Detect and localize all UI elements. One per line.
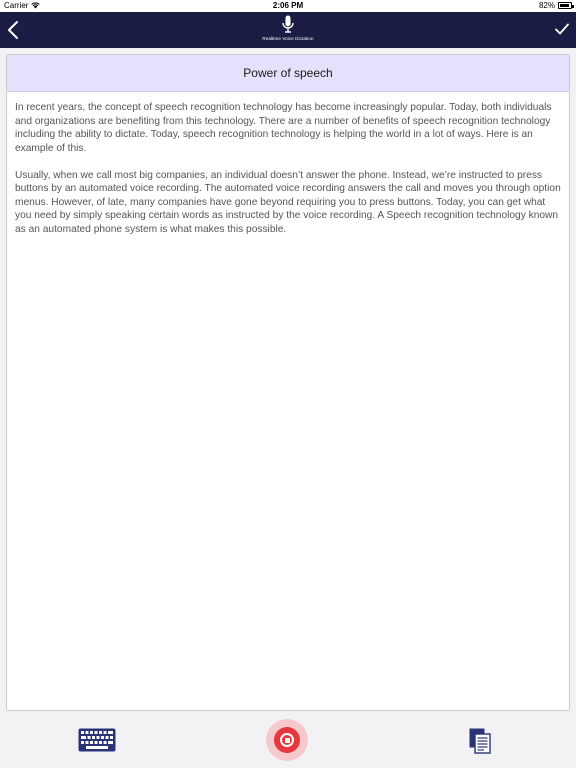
document-card [6,54,570,711]
battery-icon [558,2,572,9]
microphone-icon [281,15,295,35]
app-logo [0,15,576,41]
stop-record-icon [280,733,294,747]
stop-record-button[interactable] [266,719,308,761]
document-paragraph[interactable]: In recent years, the concept of speech recognition technology has become increasingly popular. Today, both individuals and organizations are benefiting from this technology. There are a number of benefits of speech recognition technology including the ability to dictate. Today, speech recognition technology is helping the world in a lot of ways. Here is an example of this. [15,102,552,154]
bottom-toolbar [0,712,576,768]
battery-status [539,1,572,10]
navigation-bar [0,12,576,48]
app-logo-text: Realtime Voice Dictation [262,36,314,41]
document-title[interactable]: Power of speech [243,66,333,80]
battery-percent: 82% [538,1,555,10]
clock: 2:06 PM [272,1,304,10]
carrier-label: Carrier [4,1,29,10]
document-title-bar [7,55,569,92]
copy-document-icon[interactable] [469,728,491,754]
record-indicator [274,727,300,753]
keyboard-icon[interactable] [78,728,116,752]
document-paragraph[interactable]: Usually, when we call most big companies, an individual doesn’t answer the phone. Instead, we’re instructed to press buttons by an automated voice recording. The automated voice recording answers the call and moves you through option menus. However, of late, many companies have gone beyond requiring you to press buttons. Today, you can get what you need by simply speaking certain words as instructed by the voice recording. A Speech recognition technology known as an automated phone system is what makes this possible. [15,169,561,235]
document-text-area[interactable] [7,92,569,236]
checkmark-icon[interactable] [554,21,570,37]
status-bar [0,0,576,12]
